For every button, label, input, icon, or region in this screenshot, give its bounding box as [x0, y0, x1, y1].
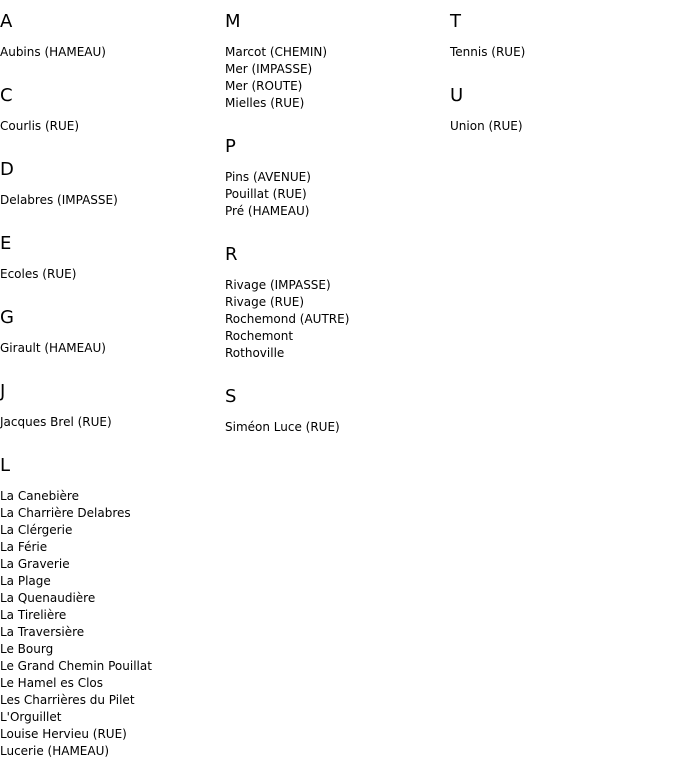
street-list — [0, 118, 225, 135]
street-link[interactable]: La Plage — [0, 574, 51, 588]
street-list — [0, 488, 225, 760]
letter-group-p — [225, 133, 450, 220]
street-link[interactable]: Les Charrières du Pilet — [0, 693, 135, 707]
letter-heading: L — [0, 455, 11, 476]
street-link[interactable]: Tennis (RUE) — [450, 45, 526, 59]
street-link[interactable]: La Canebière — [0, 489, 79, 503]
index-column-1 — [0, 8, 225, 781]
street-link[interactable]: Le Hamel es Clos — [0, 676, 104, 690]
street-link[interactable]: Pré (HAMEAU) — [225, 204, 310, 218]
letter-group-g — [0, 304, 225, 357]
letter-heading: E — [0, 233, 12, 254]
street-link[interactable]: Union (RUE) — [450, 119, 523, 133]
street-link[interactable]: Mer (IMPASSE) — [225, 62, 313, 76]
letter-group-l — [0, 452, 225, 760]
street-index — [0, 8, 675, 781]
street-link[interactable]: Mer (ROUTE) — [225, 79, 303, 93]
street-link[interactable]: La Graverie — [0, 557, 70, 571]
street-link[interactable]: L'Orguillet — [0, 710, 62, 724]
street-link[interactable]: Rochemond (AUTRE) — [225, 312, 350, 326]
letter-heading: P — [225, 136, 236, 157]
letter-group-r — [225, 241, 450, 362]
letter-group-m — [225, 8, 450, 112]
street-link[interactable]: Aubins (HAMEAU) — [0, 45, 106, 59]
street-link[interactable]: Rothoville — [225, 346, 285, 360]
street-link[interactable]: La Tirelière — [0, 608, 67, 622]
street-link[interactable]: Rivage (IMPASSE) — [225, 278, 331, 292]
street-link[interactable]: Siméon Luce (RUE) — [225, 420, 340, 434]
street-link[interactable]: Jacques Brel (RUE) — [0, 415, 112, 429]
index-column-2 — [225, 8, 450, 781]
street-link[interactable]: La Férie — [0, 540, 48, 554]
letter-group-s — [225, 383, 450, 436]
letter-heading: M — [225, 11, 241, 32]
street-list — [225, 44, 450, 112]
street-list — [0, 44, 225, 61]
letter-group-j — [0, 378, 225, 431]
index-column-3 — [450, 8, 675, 781]
street-list — [225, 169, 450, 220]
letter-group-u — [450, 82, 675, 135]
letter-heading: A — [0, 11, 13, 32]
street-link[interactable]: Louise Hervieu (RUE) — [0, 727, 127, 741]
street-list — [0, 414, 225, 431]
letter-group-a — [0, 8, 225, 61]
street-link[interactable]: Courlis (RUE) — [0, 119, 80, 133]
street-link[interactable]: Lucerie (HAMEAU) — [0, 744, 110, 758]
letter-heading: U — [450, 85, 464, 106]
letter-group-c — [0, 82, 225, 135]
street-link[interactable]: Marcot (CHEMIN) — [225, 45, 328, 59]
street-link[interactable]: Pouillat (RUE) — [225, 187, 307, 201]
street-link[interactable]: Le Grand Chemin Pouillat — [0, 659, 152, 673]
street-list — [0, 340, 225, 357]
letter-heading: J — [0, 381, 6, 402]
street-link[interactable]: La Clérgerie — [0, 523, 73, 537]
letter-heading: G — [0, 307, 14, 328]
street-link[interactable]: Ecoles (RUE) — [0, 267, 77, 281]
street-link[interactable]: La Traversière — [0, 625, 85, 639]
street-link[interactable]: Delabres (IMPASSE) — [0, 193, 118, 207]
street-link[interactable]: Pins (AVENUE) — [225, 170, 311, 184]
street-link[interactable]: Rochemont — [225, 329, 294, 343]
street-list — [0, 266, 225, 283]
letter-group-d — [0, 156, 225, 209]
street-list — [0, 192, 225, 209]
street-list — [225, 277, 450, 362]
street-list — [450, 118, 675, 135]
letter-heading: S — [225, 386, 237, 407]
letter-heading: R — [225, 244, 238, 265]
letter-heading: C — [0, 85, 13, 106]
street-link[interactable]: La Charrière Delabres — [0, 506, 131, 520]
letter-heading: T — [450, 11, 461, 32]
street-list — [450, 44, 675, 61]
street-link[interactable]: Mielles (RUE) — [225, 96, 305, 110]
street-link[interactable]: Rivage (RUE) — [225, 295, 305, 309]
letter-heading: D — [0, 159, 14, 180]
letter-group-t — [450, 8, 675, 61]
street-link[interactable]: La Quenaudière — [0, 591, 96, 605]
street-link[interactable]: Le Bourg — [0, 642, 54, 656]
letter-group-e — [0, 230, 225, 283]
street-list — [225, 419, 450, 436]
street-link[interactable]: Girault (HAMEAU) — [0, 341, 106, 355]
